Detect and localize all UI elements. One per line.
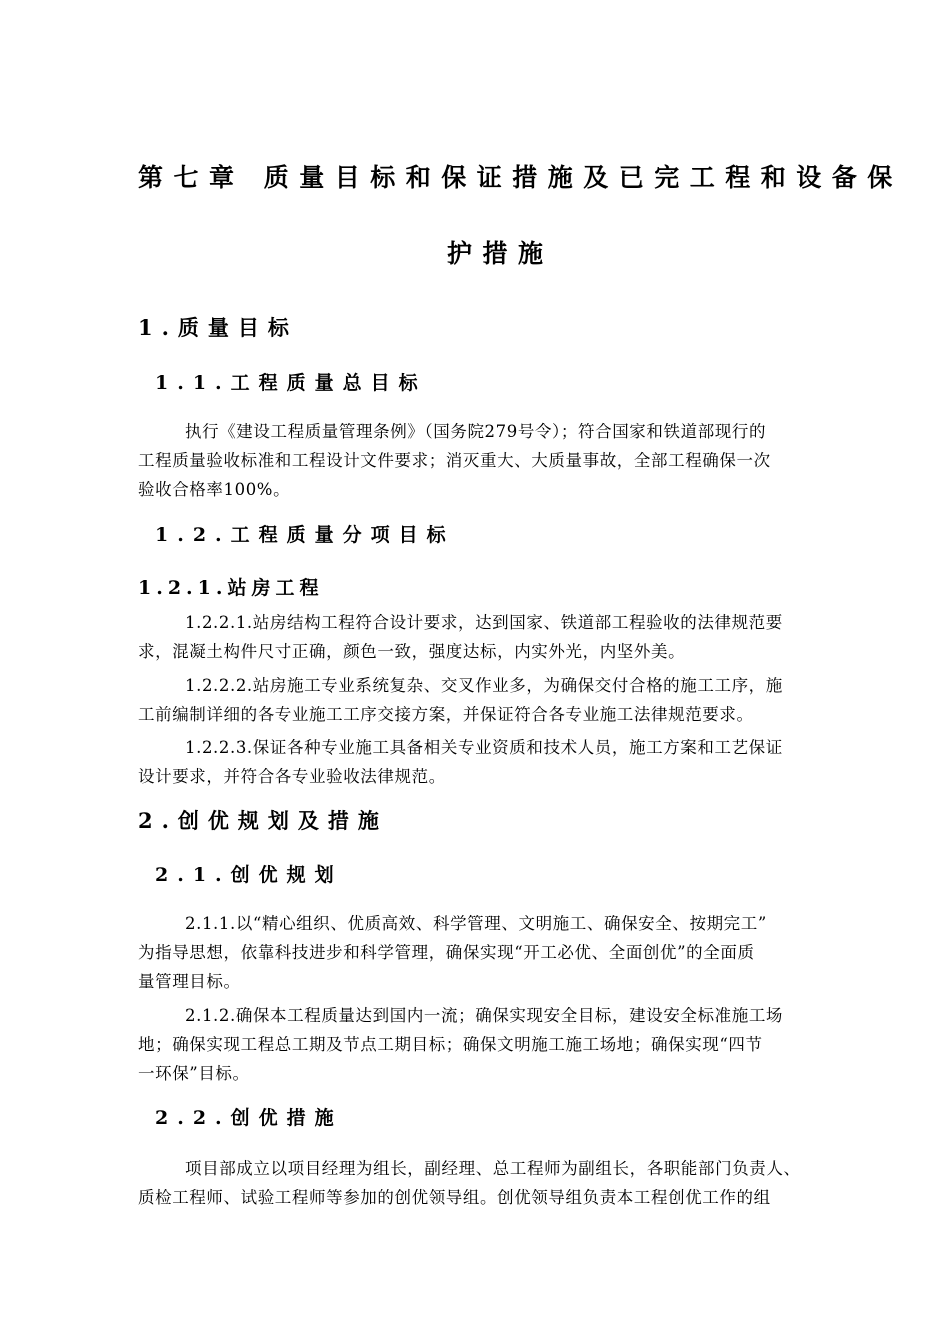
- subsection-heading-2-1: 2.1.创优规划: [155, 864, 343, 886]
- chapter-title-line-2: 护措施: [447, 239, 554, 268]
- paragraph-line: 求，混凝土构件尺寸正确，颜色一致，强度达标，内实外光，内坚外美。: [138, 642, 686, 661]
- paragraph-line: 验收合格率100%。: [138, 480, 291, 499]
- paragraph-line: 设计要求，并符合各专业验收法律规范。: [138, 767, 446, 786]
- paragraph-line: 1.2.2.1.站房结构工程符合设计要求，达到国家、铁道部工程验收的法律规范要: [185, 613, 783, 632]
- subsection-heading-1-1: 1.1.工程质量总目标: [155, 372, 427, 394]
- section-heading-1: 1.质量目标: [138, 315, 298, 340]
- paragraph-line: 质检工程师、试验工程师等参加的创优领导组。创优领导组负责本工程创优工作的组: [138, 1188, 771, 1207]
- subsection-heading-2-2: 2.2.创优措施: [155, 1107, 343, 1129]
- paragraph-line: 2.1.2.确保本工程质量达到国内一流；确保实现安全目标，建设安全标准施工场: [185, 1006, 784, 1025]
- subsubsection-heading-1-2-1: 1.2.1.站房工程: [138, 577, 324, 599]
- paragraph-line: 为指导思想，依靠科技进步和科学管理，确保实现“开工必优、全面创优”的全面质: [138, 943, 755, 962]
- paragraph-line: 工前编制详细的各专业施工工序交接方案，并保证符合各专业施工法律规范要求。: [138, 705, 754, 724]
- paragraph-line: 地；确保实现工程总工期及节点工期目标；确保文明施工施工场地；确保实现“四节: [138, 1035, 763, 1054]
- paragraph-line: 2.1.1.以“精心组织、优质高效、科学管理、文明施工、确保安全、按期完工”: [185, 914, 767, 933]
- paragraph-line: 一环保”目标。: [138, 1064, 250, 1083]
- paragraph-line: 量管理目标。: [138, 972, 241, 991]
- paragraph-line: 1.2.2.2.站房施工专业系统复杂、交叉作业多，为确保交付合格的施工工序，施: [185, 676, 783, 695]
- paragraph-line: 1.2.2.3.保证各种专业施工具备相关专业资质和技术人员，施工方案和工艺保证: [185, 738, 783, 757]
- paragraph-line: 项目部成立以项目经理为组长，副经理、总工程师为副组长，各职能部门负责人、: [185, 1159, 801, 1178]
- subsection-heading-1-2: 1.2.工程质量分项目标: [155, 524, 455, 546]
- paragraph-line: 工程质量验收标准和工程设计文件要求；消灭重大、大质量事故，全部工程确保一次: [138, 451, 771, 470]
- section-heading-2: 2.创优规划及措施: [138, 808, 388, 833]
- paragraph-line: 执行《建设工程质量管理条例》（国务院279号令）；符合国家和铁道部现行的: [185, 422, 767, 441]
- chapter-title-line-1: 第七章 质量目标和保证措施及已完工程和设备保: [138, 163, 903, 192]
